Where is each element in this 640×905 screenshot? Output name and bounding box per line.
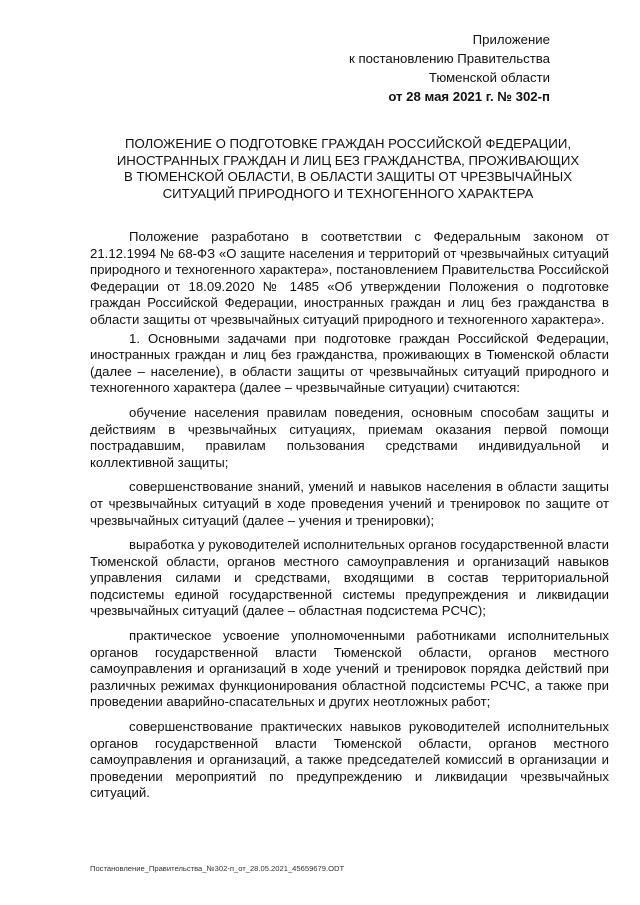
title-line: СИТУАЦИЙ ПРИРОДНОГО И ТЕХНОГЕННОГО ХАРАКТЕРА [162,185,534,201]
appendix-header [250,30,550,106]
task-item-paragraph: практическое усвоение уполномоченными работниками исполнительных органов государственной власти Тюменской области, органов местного самоуправления и организаций в ходе учений и тренировок порядка действий при различных режимах функционирования областной подсистемы РСЧС, а также при проведении аварийно-спасательных и других неотложных работ; [90,628,609,710]
title-line: ИНОСТРАННЫХ ГРАЖДАН И ЛИЦ БЕЗ ГРАЖДАНСТВА, ПРОЖИВАЮЩИХ [116,152,580,168]
task-item-paragraph: совершенствование знаний, умений и навыков населения в области защиты от чрезвычайных ситуаций в ходе проведения учений и тренировок по защите от чрезвычайных ситуаций (далее – учения и тренировки); [90,479,609,528]
document-title [88,136,608,202]
intro-paragraph: Положение разработано в соответствии с Федеральным законом от 21.12.1994 № 68-ФЗ «О защите населения и территорий от чрезвычайных ситуаций природного и техногенного характера», постановлением Правительства Российской Федерации от 18.09.2020 № 1485 «Об утверждении Положения о подготовке граждан Российской Федерации, иностранных граждан и лиц без гражданства в области защиты от чрезвычайных ситуаций природного и техногенного характера». [90,229,609,327]
title-line: ПОЛОЖЕНИЕ О ПОДГОТОВКЕ ГРАЖДАН РОССИЙСКОЙ ФЕДЕРАЦИИ, [124,136,572,151]
appendix-label: Приложение [472,32,550,47]
task-item-paragraph: выработка у руководителей исполнительных органов государственной власти Тюменской области, органов местного самоуправления и организаций навыков управления силами и средствами, входящими в состав территориальной подсистемы единой государственной системы предупреждения и ликвидации чрезвычайных ситуаций (далее – областная подсистема РСЧС); [90,537,609,619]
document-body [90,229,609,810]
file-name-footer: Постановление_Правительства_№302-п_от_28.05.2021_45659679.ODT [90,864,345,873]
title-line: В ТЮМЕНСКОЙ ОБЛАСТИ, В ОБЛАСТИ ЗАЩИТЫ ОТ ЧРЕЗВЫЧАЙНЫХ [124,169,572,184]
task-item-paragraph: обучение населения правилам поведения, основным способам защиты и действиям в чрезвычайных ситуациях, приемам оказания первой помощи пострадавшим, правилам пользования средствами индивидуальной и коллективной защиты; [90,404,609,470]
task-item-paragraph: совершенствование практических навыков руководителей исполнительных органов государственной власти Тюменской области, органов местного самоуправления и организаций, а также председателей комиссий в организации и проведении мероприятий по предупреждению и ликвидации чрезвычайных ситуаций. [90,719,609,801]
appendix-resolution: к постановлению Правительства [349,51,550,66]
appendix-date-number: от 28 мая 2021 г. № 302-п [388,89,550,104]
appendix-region: Тюменской области [428,70,550,85]
clause-1-paragraph: 1. Основными задачами при подготовке граждан Российской Федерации, иностранных граждан и лиц без гражданства, проживающих в Тюменской области (далее – население), в области защиты от чрезвычайных ситуаций природного и техногенного характера (далее – чрезвычайные ситуации) считаются: [90,330,609,396]
